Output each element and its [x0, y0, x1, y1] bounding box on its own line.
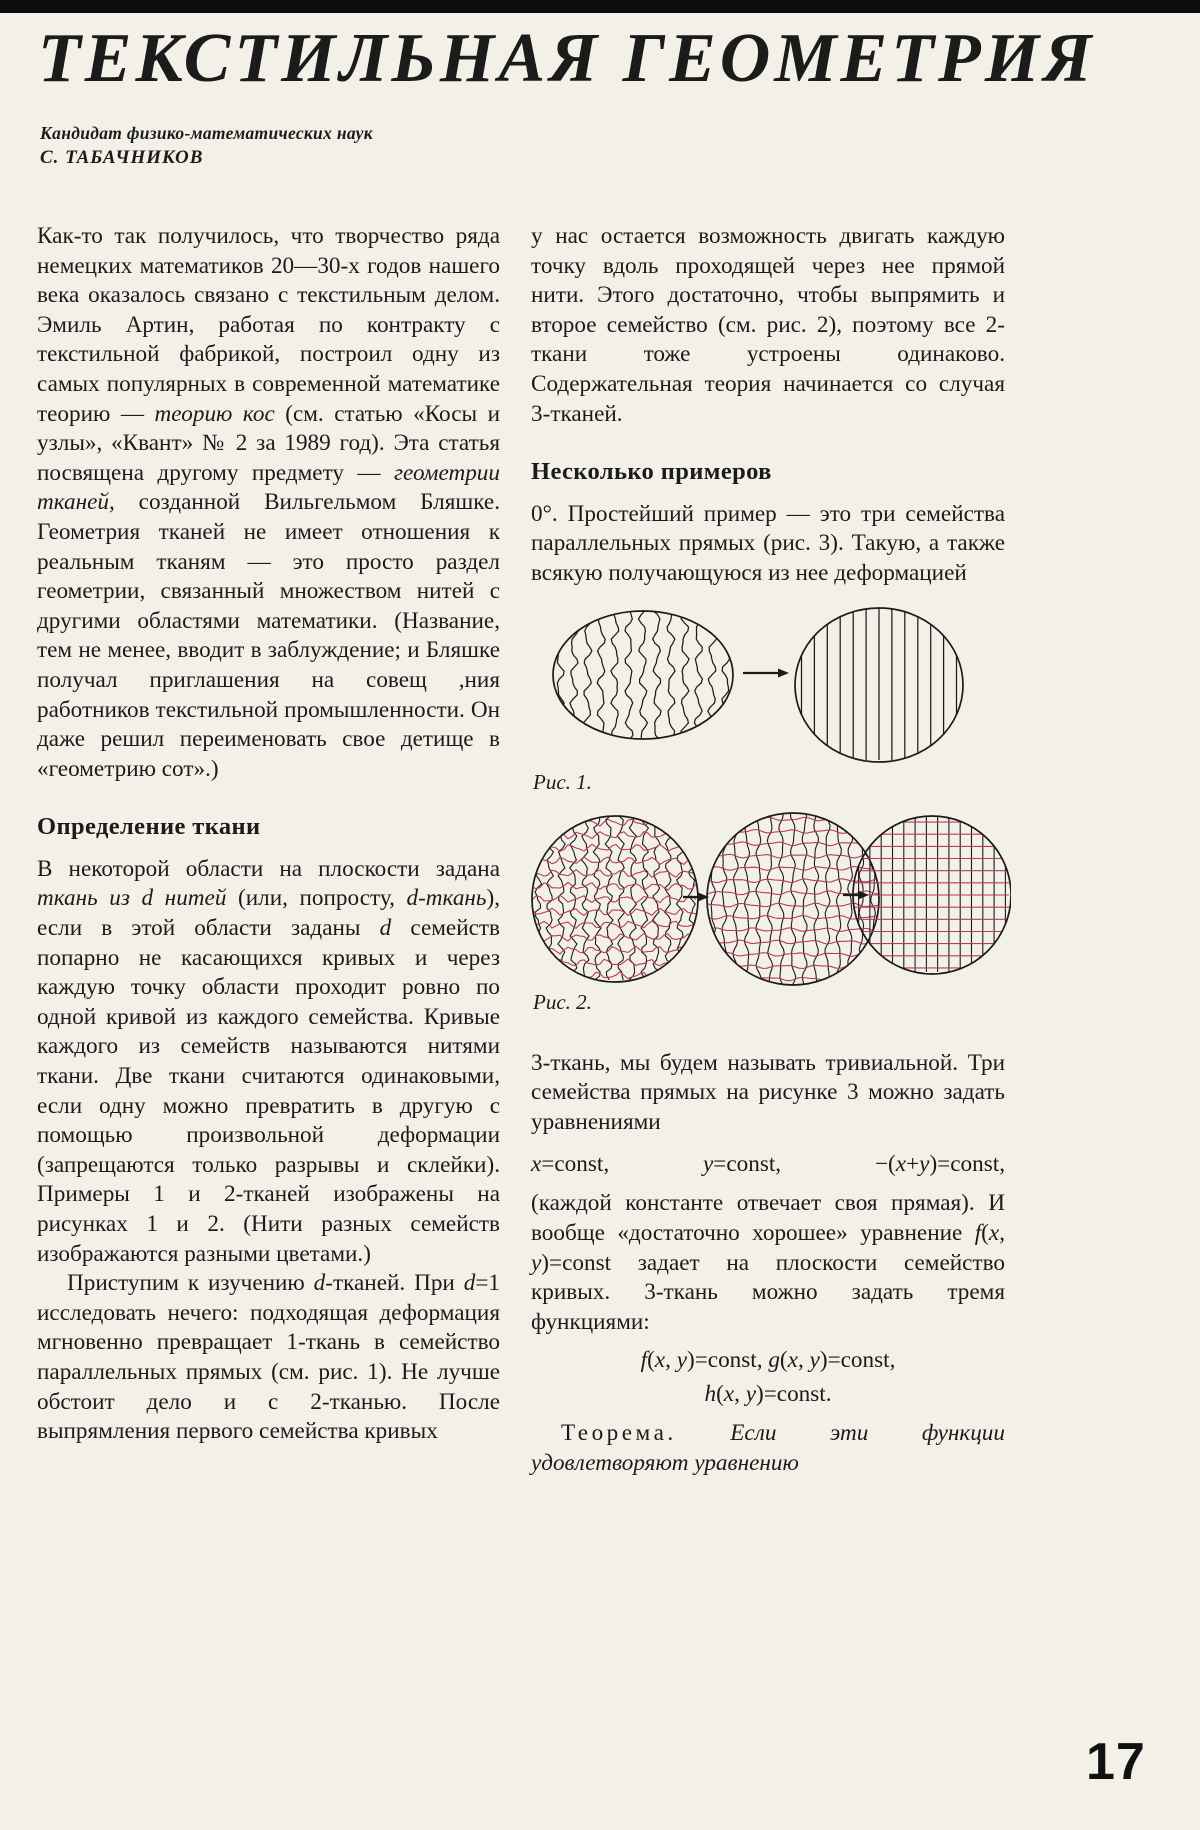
right-column	[531, 222, 1005, 1478]
paragraph-trivial-web: 3-ткань, мы будем называть тривиальной. Три семейства прямых на рисунке 3 можно задать уравнениями	[531, 1049, 1005, 1135]
section-heading-examples: Несколько примеров	[531, 458, 772, 486]
page-number: 17	[1086, 1733, 1146, 1791]
author-block	[40, 122, 373, 170]
figure-2-illustration-2-web	[531, 811, 1011, 987]
left-column	[37, 222, 500, 1447]
paragraph-theorem: Теорема. Если эти функции удовлетворяют уравнению	[531, 1420, 1005, 1476]
figure-1	[531, 605, 1005, 795]
article-title: ТЕКСТИЛЬНАЯ ГЕОМЕТРИЯ	[38, 20, 1096, 97]
paragraph-equations: (каждой константе отвечает своя прямая). И вообще «достаточно хорошее» уравнение f(x, y)=const задает на плоскости семейство кривых. 3-ткань можно задать тремя функциями:	[531, 1190, 1005, 1335]
paragraph-definition: В некоторой области на плоскости задана ткань из d нитей (или, попросту, d-ткань), если в этой области заданы d семейств попарно не касающихся кривых и через каждую точку области проходит ровно по одной кривой из каждого семейства. Кривые каждого из семейств называются нитями ткани. Две ткани считаются одинаковыми, если одну можно превратить в другую с помощью произвольной деформации (запрещаются только разрывы и склейки). Примеры 1 и 2-тканей изображены на рисунках 1 и 2. (Нити разных семейств изображаются разными цветами.)	[37, 855, 500, 1267]
figure-1-illustration-1-web	[531, 605, 1007, 767]
equation-fg: f(x, y)=const, g(x, y)=const,	[640, 1347, 896, 1374]
author-degree: Кандидат физико-математических наук	[40, 123, 373, 143]
author-name: С. ТАБАЧНИКОВ	[40, 147, 204, 168]
paragraph-d-webs: Приступим к изучению d-тканей. При d=1 исследовать нечего: подходящая деформация мгновенно превращает 1-ткань в семейство параллельных прямых (см. рис. 1). Не лучше обстоит дело и с 2-тканью. После выпрямления первого семейства кривых	[37, 1270, 500, 1445]
equation-h: h(x, y)=const.	[704, 1381, 832, 1408]
equation-three-families: x=const, y=const, −(x+y)=const,	[531, 1151, 1005, 1178]
section-heading-definition: Определение ткани	[37, 813, 261, 841]
spacer	[531, 795, 1005, 803]
page-top-rule	[0, 0, 1200, 13]
paragraph-intro: Как-то так получилось, что творчество ряда немецких математиков 20—30-х годов нашего века оказалось связано с текстильным делом. Эмиль Артин, работая по контракту с текстильной фабрикой, построил одну из самых популярных в современной математике теорию — теорию кос (см. статью «Косы и узлы», «Квант» № 2 за 1989 год). Эта статья посвящена другому предмету — геометрии тканей, созданной Вильгельмом Бляшке. Геометрия тканей не имеет отношения к реальным тканям — это просто раздел геометрии, связанный множеством нитей с другими областями математики. (Название, тем не менее, вводит в заблуждение; и Бляшке получал приглашения на совещ ,ния работников текстильной промышленности. Он даже решил переименовать свое детище в «геометрию сот».)	[37, 223, 500, 782]
figure-2-caption: Рис. 2.	[533, 989, 592, 1014]
figure-1-caption: Рис. 1.	[533, 769, 592, 794]
figure-2	[531, 811, 1005, 1015]
spacer	[531, 1015, 1005, 1049]
paragraph-example-zero: 0°. Простейший пример — это три семейства параллельных прямых (рис. 3). Такую, а также всякую получающуюся из нее деформацией	[531, 500, 1005, 586]
paragraph-continuation: у нас остается возможность двигать каждую точку вдоль проходящей через нее прямой нити. Этого достаточно, чтобы выпрямить и второе семейство (см. рис. 2), поэтому все 2-ткани тоже устроены одинаково. Содержательная теория начинается со случая 3-тканей.	[531, 223, 1005, 427]
